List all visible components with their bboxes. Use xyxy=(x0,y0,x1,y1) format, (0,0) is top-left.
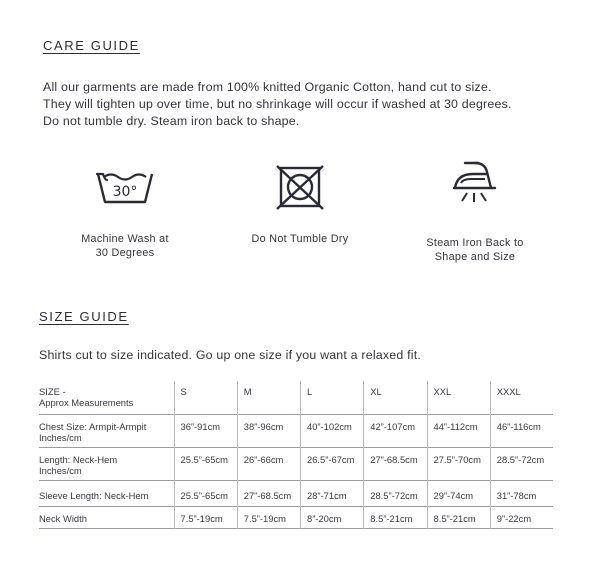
no-tumble-dry-icon xyxy=(274,165,326,211)
care-guide-heading: CARE GUIDE xyxy=(43,38,140,53)
care-item-steam-iron xyxy=(405,160,545,264)
header-label-line: SIZE - xyxy=(39,386,66,397)
table-cell: 27”-68.5cm xyxy=(237,481,300,507)
care-text-line: They will tighten up over time, but no shrinkage will occur if washed at 30 degrees. xyxy=(43,97,512,111)
wash-tub-icon xyxy=(95,170,155,206)
table-cell: 31”-78cm xyxy=(490,481,553,507)
size-column-header: XL xyxy=(364,381,427,415)
iron-label-line: Steam Iron Back to xyxy=(426,237,524,249)
table-cell: 28”-71cm xyxy=(301,481,364,507)
table-cell: 9”-22cm xyxy=(490,507,553,529)
care-guide-text xyxy=(43,79,512,130)
table-cell: 8.5”-21cm xyxy=(427,507,490,529)
tumble-label-line: Do Not Tumble Dry xyxy=(251,233,349,245)
wash-label xyxy=(60,232,190,260)
iron-label-line: Shape and Size xyxy=(434,251,516,263)
table-cell: 38”-96cm xyxy=(237,415,300,448)
row-label xyxy=(39,448,174,481)
iron-label xyxy=(405,236,545,264)
care-item-machine-wash xyxy=(60,170,190,260)
row-label-line: Length: Neck-Hem xyxy=(39,454,118,465)
row-label-line: Chest Size: Armpit-Armpit xyxy=(39,421,147,432)
table-cell: 27”-68.5cm xyxy=(364,448,427,481)
table-cell: 42”-107cm xyxy=(364,415,427,448)
table-cell: 25.5”-65cm xyxy=(174,448,237,481)
table-cell: 36”-91cm xyxy=(174,415,237,448)
size-column-header: M xyxy=(237,381,300,415)
size-column-header: XXXL xyxy=(490,381,553,415)
table-row xyxy=(39,415,553,448)
table-cell: 25.5”-65cm xyxy=(174,481,237,507)
care-text-line: All our garments are made from 100% knitted Organic Cotton, hand cut to size. xyxy=(43,80,492,94)
table-cell: 28.5”-72cm xyxy=(490,448,553,481)
size-guide-heading: SIZE GUIDE xyxy=(39,309,129,324)
table-row xyxy=(39,448,553,481)
table-cell: 46”-116cm xyxy=(490,415,553,448)
table-cell: 28.5”-72cm xyxy=(364,481,427,507)
header-label-line: Approx Measurements xyxy=(39,397,134,408)
table-cell: 8.5”-21cm xyxy=(364,507,427,529)
row-label: Neck Width xyxy=(39,513,87,524)
table-cell: 7.5”-19cm xyxy=(174,507,237,529)
table-cell: 40”-102cm xyxy=(301,415,364,448)
care-text-line: Do not tumble dry. Steam iron back to shape. xyxy=(43,114,300,128)
row-label-line: Inches/cm xyxy=(39,465,82,476)
row-label-line: Inches/cm xyxy=(39,432,82,443)
size-column-header: S xyxy=(174,381,237,415)
wash-temperature: 30° xyxy=(112,184,138,200)
care-item-no-tumble-dry xyxy=(230,165,370,246)
size-table-header-row xyxy=(39,381,553,415)
table-cell: 26.5”-67cm xyxy=(301,448,364,481)
row-label xyxy=(39,415,174,448)
table-cell: 26”-66cm xyxy=(237,448,300,481)
table-cell: 27.5”-70cm xyxy=(427,448,490,481)
table-cell: 44”-112cm xyxy=(427,415,490,448)
wash-label-line: 30 Degrees xyxy=(95,247,155,259)
steam-iron-icon xyxy=(445,160,505,214)
table-cell: 7.5”-19cm xyxy=(237,507,300,529)
size-guide-intro: Shirts cut to size indicated. Go up one size if you want a relaxed fit. xyxy=(39,348,421,362)
table-cell: 29”-74cm xyxy=(427,481,490,507)
size-column-header: L xyxy=(301,381,364,415)
table-cell: 8”-20cm xyxy=(301,507,364,529)
row-label: Sleeve Length: Neck-Hem xyxy=(39,490,149,501)
table-row xyxy=(39,481,553,507)
size-table xyxy=(39,381,553,529)
tumble-label xyxy=(230,232,370,246)
size-column-header: XXL xyxy=(427,381,490,415)
table-row xyxy=(39,507,553,529)
size-header-label xyxy=(39,381,174,415)
wash-label-line: Machine Wash at xyxy=(81,233,169,245)
